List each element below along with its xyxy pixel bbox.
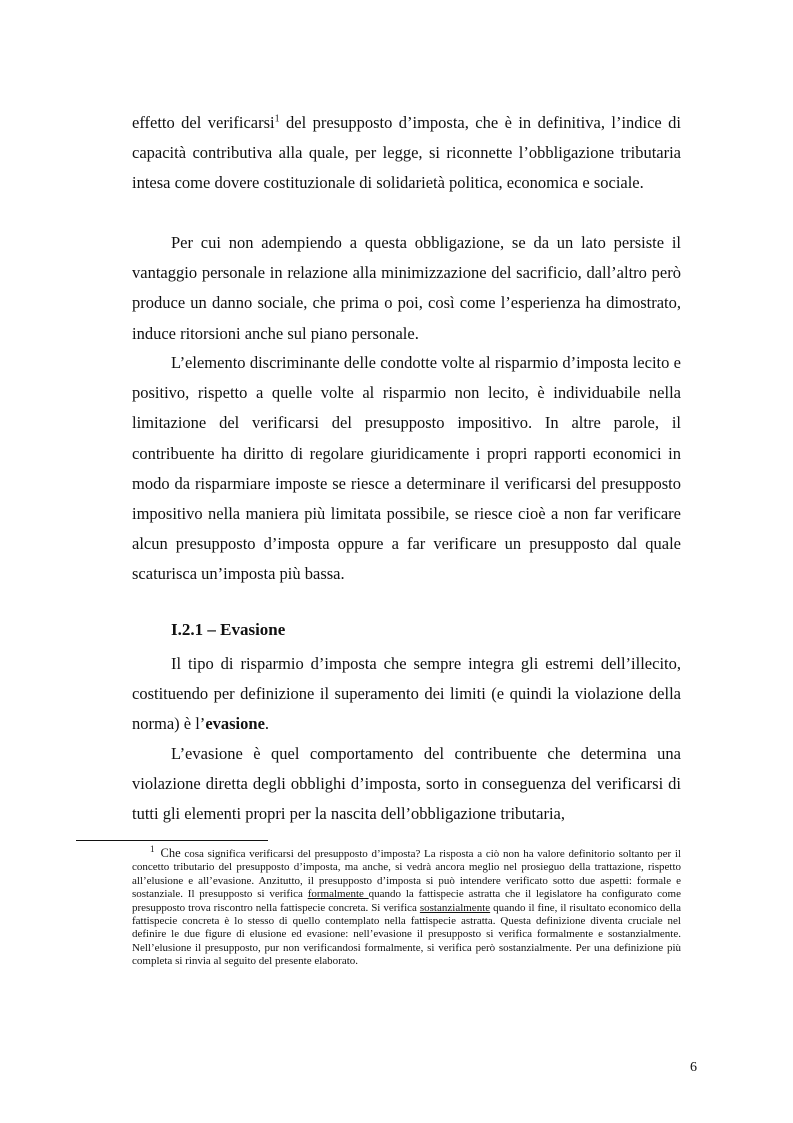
paragraph-5-text: L’evasione è quel comportamento del contribuente che determina una violazione diretta degli obblighi d’imposta, sorto in conseguenza del verificarsi di tutti gli elementi propri per la nascita dell’obbligazione tributaria, xyxy=(132,744,681,824)
footnote xyxy=(132,844,681,969)
paragraph-1-text-a: effetto del verificarsi xyxy=(132,113,275,132)
footnote-separator xyxy=(76,840,268,841)
paragraph-2 xyxy=(132,228,681,349)
paragraph-3-text: L’elemento discriminante delle condotte volte al risparmio d’imposta lecito e positivo, rispetto a quelle volte al risparmio non lecito, è individuabile nella limitazione del verificarsi del presupposto impositivo. In altre parole, il contribuente ha diritto di regolare giuridicamente i propri rapporti economici in modo da risparmiare imposte se riesce a determinare il verificarsi del presupposto impositivo nella maniera più limitata possibile, se riesce cioè a non far verificare alcun presupposto d’imposta oppure a far verificare un presupposto dal quale scaturisca un’imposta più bassa. xyxy=(132,353,681,584)
footnote-lead-word: Che xyxy=(160,846,181,860)
footnote-ref-1[interactable]: 1 xyxy=(274,113,280,125)
paragraph-4 xyxy=(132,649,681,740)
footnote-underlined-sostanzialmente: sostanzialmente xyxy=(419,901,491,914)
paragraph-5 xyxy=(132,739,681,830)
paragraph-1-text-b: del presupposto d’imposta, che è in definitiva, l’indice di capacità contributiva alla quale, per legge, si riconnette l’obbligazione tributaria intesa come dovere costituzionale di solidarietà politica, economica e sociale. xyxy=(132,113,682,193)
paragraph-4-bold-term: evasione xyxy=(205,714,265,734)
paragraph-4-text-c: . xyxy=(264,714,270,734)
footnote-text-b: quando la fattispecie astratta che il legislatore ha configurato come presupposto trova riscontro nella fattispecie concreta. Si verifica xyxy=(132,888,681,914)
paragraph-3 xyxy=(132,348,681,590)
page-number: 6 xyxy=(690,1060,697,1075)
footnote-text-c: quando il fine, il risultato economico della fattispecie concreta è lo stesso di quello contemplato nella fattispecie astratta. Questa definizione diventa cruciale nel definire le due figure di elusione ed evasione: nell’evasione il presupposto si verifica formalmente e sostanzialmente. Nell’elusione il presupposto, pur non verificandosi formalmente, si verifica però sostanzialmente. Per una definizione più completa si rinvia al seguito del presente elaborato. xyxy=(132,901,681,968)
paragraph-2-text: Per cui non adempiendo a questa obbligazione, se da un lato persiste il vantaggio personale in relazione alla minimizzazione del sacrificio, dall’altro però produce un danno sociale, che prima o poi, così come l’esperienza ha dimostrato, induce ritorsioni anche sul piano personale. xyxy=(132,233,681,343)
paragraph-1 xyxy=(132,108,681,199)
footnote-underlined-formalmente: formalmente xyxy=(307,888,369,901)
footnote-mark: 1 xyxy=(150,844,155,855)
footnote-text-a: cosa significa verificarsi del presupposto d’imposta? La risposta a ciò non ha valore definitorio soltanto per il concetto tributario del presupposto d’imposta, ma anche, si vedrà ancora meglio nel prosieguo della trattazione, rispetto all’elusione e all’evasione. Anzitutto, il presupposto d’imposta si può intendere verificato sotto due aspetti: formale e sostanziale. Il presupposto si verifica xyxy=(132,848,681,901)
section-heading: I.2.1 – Evasione xyxy=(171,620,286,639)
paragraph-4-text-a: Il tipo di risparmio d’imposta che sempre integra gli estremi dell’illecito, costituendo per definizione il superamento dei limiti (e quindi la violazione della norma) è l’ xyxy=(132,654,681,734)
